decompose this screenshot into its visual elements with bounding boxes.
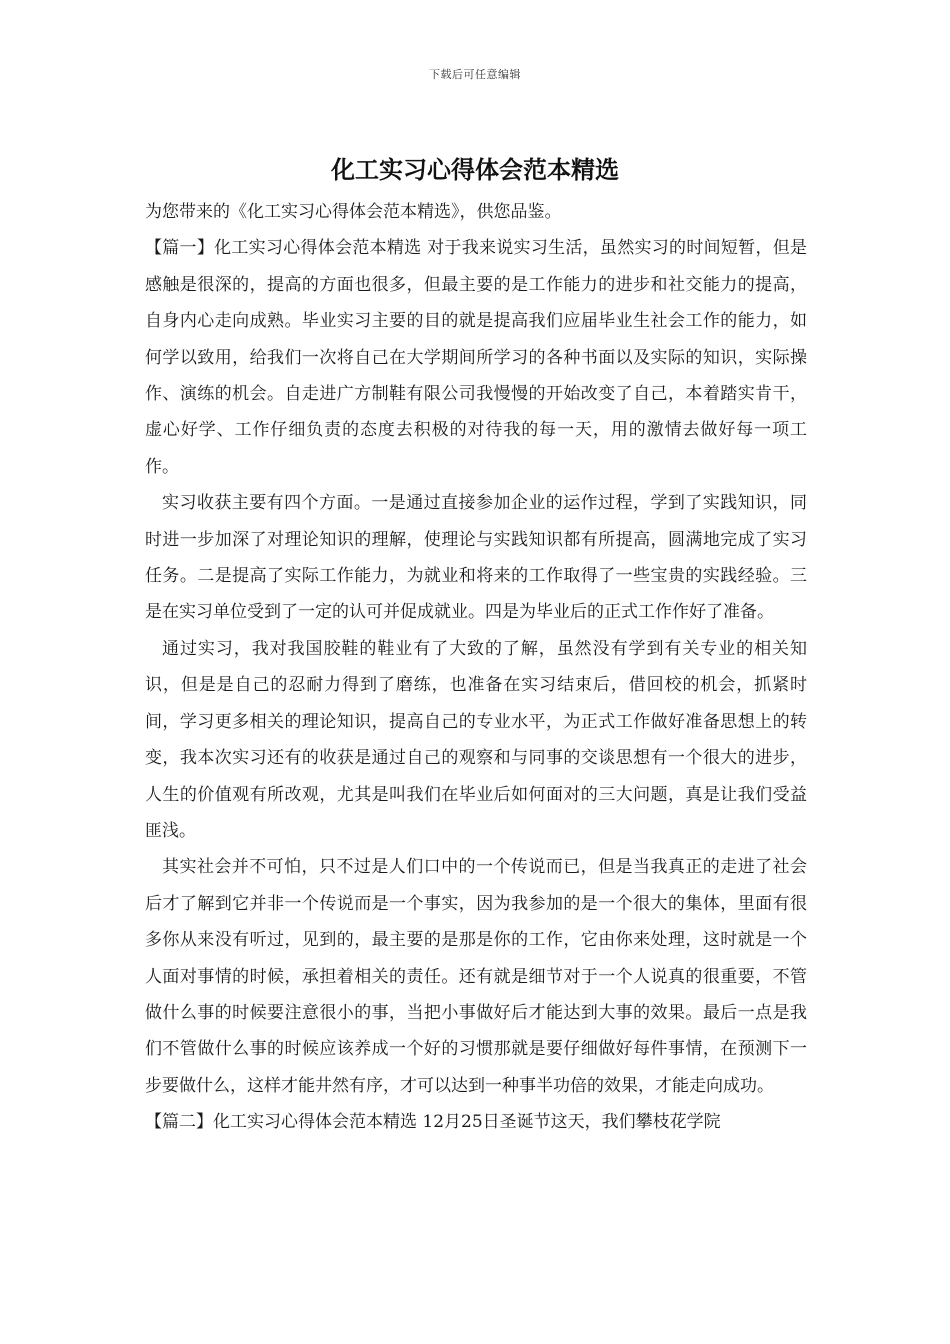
paragraph-1: 【篇一】化工实习心得体会范本精选 对于我来说实习生活，虽然实习的时间短暂，但是感触是很深的，提高的方面也很多，但最主要的是工作能力的进步和社交能力的提高，自身内心走向成熟。毕业实习主要的目的就是提高我们应届毕业生社会工作的能力，如何学以致用，给我们一次将自己在大学期间所学习的各种书面以及实际的知识，实际操作、演练的机会。自走进广方制鞋有限公司我慢慢的开始改变了自己，本着踏实肯干，虚心好学、工作仔细负责的态度去积极的对待我的每一天，用的激情去做好每一项工作。	[145, 238, 807, 477]
header-note: 下载后可任意编辑	[429, 68, 521, 81]
paragraph-5: 【篇二】化工实习心得体会范本精选 12月25日圣诞节这天，我们攀枝花学院	[145, 1112, 721, 1133]
document-body	[145, 194, 807, 1141]
paragraph-3: 通过实习，我对我国胶鞋的鞋业有了大致的了解，虽然没有学到有关专业的相关知识，但是是自己的忍耐力得到了磨练，也准备在实习结束后，借回校的机会，抓紧时间，学习更多相关的理论知识，提高自己的专业水平，为正式工作做好准备思想上的转变，我本次实习还有的收获是通过自己的观察和与同事的交谈思想有一个很大的进步，人生的价值观有所改观，尤其是叫我们在毕业后如何面对的三大问题，真是让我们受益匪浅。	[145, 638, 807, 841]
paragraph-4: 其实社会并不可怕，只不过是人们口中的一个传说而已，但是当我真正的走进了社会后才了解到它并非一个传说而是一个事实，因为我参加的是一个很大的集体，里面有很多你从来没有听过，见到的，最主要的是那是你的工作，它由你来处理，这时就是一个人面对事情的时候，承担着相关的责任。还有就是细节对于一个人说真的很重要，不管做什么事的时候要注意很小的事，当把小事做好后才能达到大事的效果。最后一点是我们不管做什么事的时候应该养成一个好的习惯那就是要仔细做好每件事情，在预测下一步要做什么，这样才能井然有序，才可以达到一种事半功倍的效果，才能走向成功。	[145, 857, 807, 1096]
intro-paragraph: 为您带来的《化工实习心得体会范本精选》，供您品鉴。	[145, 202, 562, 222]
document-title: 化工实习心得体会范本精选	[331, 155, 619, 184]
paragraph-2: 实习收获主要有四个方面。一是通过直接参加企业的运作过程，学到了实践知识，同时进一步加深了对理论知识的理解，使理论与实践知识都有所提高，圆满地完成了实习任务。二是提高了实际工作能力，为就业和将来的工作取得了一些宝贵的实践经验。三是在实习单位受到了一定的认可并促成就业。四是为毕业后的正式工作作好了准备。	[145, 493, 807, 623]
